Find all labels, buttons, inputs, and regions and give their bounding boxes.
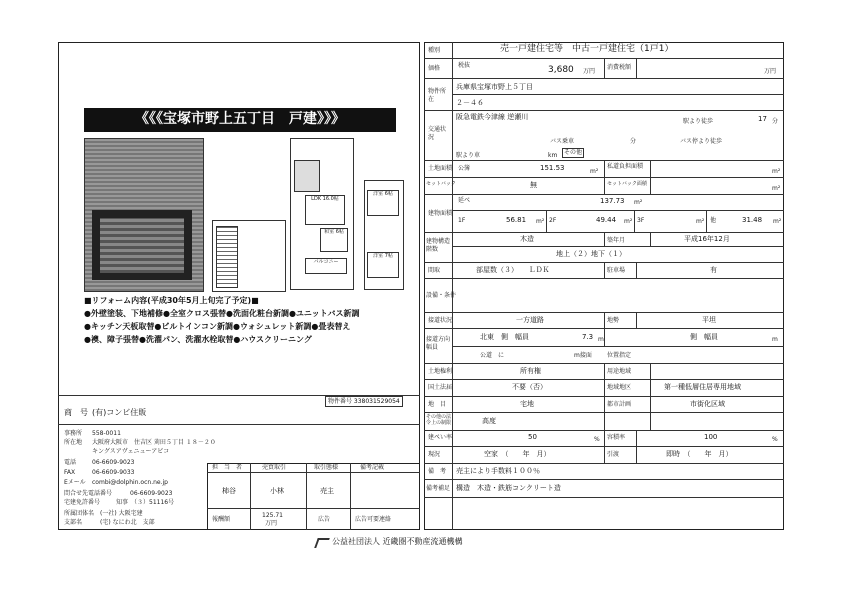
branch-label: 支部名 <box>64 519 83 526</box>
terrain-value: 平坦 <box>702 316 716 324</box>
car-label: 駅より車 <box>456 152 481 159</box>
district-label: 地域地区 <box>607 384 632 391</box>
floor1-area: 56.81 <box>506 216 527 224</box>
fee-value: 125.71 <box>262 512 283 519</box>
bcr-label: 建ぺい率 <box>428 434 453 441</box>
structure-label: 建物構造階数 <box>426 238 451 253</box>
terrain-label: 地勢 <box>607 317 620 324</box>
bcr-value: 50 <box>528 433 537 441</box>
road2-direction: 側 幅員 <box>690 333 718 341</box>
bus-walk-label: バス停より徒歩 <box>680 138 723 145</box>
parking-value: 有 <box>710 266 717 274</box>
floor2-unit: m² <box>624 218 633 225</box>
far-value: 100 <box>704 433 718 441</box>
floor3-label: 3F <box>637 217 645 224</box>
contact-label: 問合せ先電話番号 <box>64 490 113 497</box>
road-type: 公道 に <box>480 352 505 359</box>
plan-room-balcony: バルコニー <box>305 258 347 274</box>
setback-value: 無 <box>530 181 537 189</box>
road1-width: 7.3 <box>582 333 594 341</box>
price-value: 3,680 <box>548 65 574 75</box>
staff-header-2: 売買取引 <box>262 464 287 471</box>
road-label: 接道方向幅員 <box>426 336 451 351</box>
floors-value: 地上（２）地下（１） <box>556 250 626 258</box>
road1-direction: 北東 側 幅員 <box>480 333 529 341</box>
walk-value: 17 <box>758 115 767 123</box>
floor1-unit: m² <box>536 218 545 225</box>
remark-label: 備 考 <box>428 468 447 475</box>
land-area: 151.53 <box>540 164 565 172</box>
bus-ride-unit: 分 <box>630 138 637 145</box>
footer-org: 公益社団法人 近畿圏不動産流通機構 <box>332 537 463 546</box>
road1-unit: m <box>598 336 604 343</box>
contact-value: 06-6609-9023 <box>130 490 173 497</box>
status-value: 空家 （ 年 月） <box>484 450 551 458</box>
walk-unit: 分 <box>772 118 779 125</box>
reform-note-2: ●外壁塗装、下地補修●全室クロス張替●洗面化粧台新調●ユニットバス新調 <box>84 309 360 318</box>
license-value: 558-0011 <box>92 430 121 437</box>
branch-value: (宅) なにわ北 支部 <box>100 519 155 526</box>
remark-value: 売主により手数料１００％ <box>456 467 540 475</box>
builder-value: 知事 （３）51116号 <box>116 499 175 506</box>
price-label: 価格 <box>428 65 441 72</box>
layout-label: 間取 <box>428 267 441 274</box>
plan-room-washitsu: 和室 6帖 <box>320 228 348 252</box>
location-line-2: ２－４６ <box>456 99 484 107</box>
plan-room-1: 洋室 6帖 <box>367 190 399 216</box>
property-number: 物件番号 338031529054 <box>325 396 403 407</box>
plan-room-2: 洋室 7帖 <box>367 252 399 278</box>
garage-door <box>100 218 184 273</box>
structure-value: 木造 <box>520 235 534 243</box>
road-contact: m接面 <box>574 352 592 359</box>
assoc-label: 所属団体名 <box>64 510 95 517</box>
tax-label: 消費税額 <box>607 64 632 71</box>
address-line-1: 大阪府大阪市 住吉区 苅田５丁目 １８－２０ <box>92 439 216 446</box>
usage-label: 用途地域 <box>607 368 632 375</box>
address-label: 所在地 <box>64 439 83 446</box>
car-km: km <box>548 152 558 159</box>
national-label: 国土法届 <box>428 384 453 391</box>
city-plan-value: 市街化区域 <box>690 400 725 408</box>
land-cat-value: 宅地 <box>520 400 534 408</box>
other-access: その他 <box>564 149 583 156</box>
setback-label: セットバック <box>426 181 456 187</box>
position-label: 位置指定 <box>607 352 632 359</box>
type-value: 売一戸建住宅等 中古一戸建住宅（1戸1） <box>500 44 674 54</box>
bus-ride-label: バス乗車 <box>550 138 575 145</box>
floor3-unit: m² <box>696 218 705 225</box>
plan-room-stair <box>216 226 238 288</box>
company-name-label: 商 号 <box>64 408 88 417</box>
fax-label: FAX <box>64 469 76 476</box>
fax-value: 06-6609-9033 <box>92 469 135 476</box>
walk-label: 駅より徒歩 <box>683 118 714 125</box>
fee-unit: 万円 <box>265 520 278 527</box>
access-label: 接道状況 <box>428 317 453 324</box>
company-name: (有)コンビ住販 <box>92 408 147 417</box>
city-plan-label: 都市計画 <box>607 401 632 408</box>
staff-header-4: 備考記載 <box>360 464 385 471</box>
license-label: 事務所 <box>64 430 83 437</box>
location-line-1: 兵庫県宝塚市野上５丁目 <box>456 83 533 91</box>
setback-area-label: セットバック面積 <box>607 181 647 187</box>
builder-label: 宅建免許番号 <box>64 499 101 506</box>
handover-label: 引渡 <box>607 451 620 458</box>
banner-title: 《《《宝塚市野上五丁目 戸建》》》 <box>84 108 396 132</box>
total-area: 137.73 <box>600 197 625 205</box>
floor2-area: 49.44 <box>596 216 617 224</box>
type-label: 種別 <box>428 47 441 54</box>
footer-logo-icon <box>314 538 330 548</box>
setback-area-unit: m² <box>772 185 781 192</box>
building-label: 建物面積 <box>428 210 453 217</box>
layout-value: 部屋数（３） ＬＤＫ <box>476 266 550 274</box>
bcr-unit: % <box>594 436 600 443</box>
floor2-label: 2F <box>549 217 557 224</box>
traffic-line: 阪急電鉄今津線 逆瀬川 <box>456 113 529 121</box>
access-value: 一方道路 <box>516 316 544 324</box>
ad-label: 広告 <box>318 516 331 523</box>
price-sub: 税抜 <box>458 62 471 69</box>
other-limit-value: 高度 <box>482 417 496 425</box>
built-value: 平成16年12月 <box>684 235 730 243</box>
far-label: 容積率 <box>607 434 626 441</box>
status-label: 現況 <box>428 451 441 458</box>
traffic-label: 交通状況 <box>428 126 447 141</box>
land-right-label: 土地権利 <box>428 368 453 375</box>
email-label: Eメール <box>64 479 86 486</box>
staff-value-1: 柿谷 <box>222 487 236 495</box>
price-unit: 万円 <box>583 68 596 75</box>
total-unit: m² <box>634 199 643 206</box>
private-road-unit: m² <box>772 168 781 175</box>
handover-value: 即時 （ 年 月） <box>666 450 733 458</box>
far-unit: % <box>772 436 778 443</box>
parking-label: 駐車場 <box>607 267 626 274</box>
staff-value-3: 売主 <box>320 487 334 495</box>
location-label: 物件所在 <box>428 88 447 103</box>
staff-header-1: 担 当 者 <box>212 464 243 471</box>
address-line-2: キングスアヴェニューアビコ <box>92 448 170 455</box>
other-area-unit: m² <box>773 218 782 225</box>
tax-unit: 万円 <box>764 68 777 75</box>
extra-label: 備考補足 <box>426 485 451 492</box>
fee-label: 報酬額 <box>212 516 231 523</box>
ad-value: 広告可要連絡 <box>355 516 392 523</box>
reform-note-4: ●襖、障子張替●洗濯パン、洗濯水栓取替●ハウスクリーニング <box>84 335 312 344</box>
floor1-label: 1F <box>458 217 466 224</box>
built-label: 築年月 <box>607 237 626 244</box>
total-label: 延べ <box>458 197 471 204</box>
tel-value: 06-6609-9023 <box>92 459 135 466</box>
road2-unit: m <box>772 336 778 343</box>
land-unit: m² <box>590 168 599 175</box>
usage-value: 第一種低層住居専用地域 <box>664 383 741 391</box>
extra-value: 構造 木造・鉄筋コンクリート造 <box>456 484 561 492</box>
facility-label: 設備・条件 <box>426 292 457 299</box>
staff-value-2: 小林 <box>270 487 284 495</box>
private-road-label: 私道負担面積 <box>607 163 644 170</box>
other-limit-label: その他の法令上の制限 <box>426 414 452 426</box>
email-value[interactable]: combi@dolphin.ocn.ne.jp <box>92 479 168 486</box>
staff-header-3: 取引態様 <box>314 464 339 471</box>
other-area-label: 他 <box>710 217 717 224</box>
national-value: 不要（否） <box>512 383 547 391</box>
assoc-value: (一社) 大阪宅建 <box>100 510 143 517</box>
land-type: 公簿 <box>458 165 471 172</box>
other-area: 31.48 <box>742 216 763 224</box>
tel-label: 電話 <box>64 459 77 466</box>
land-right-value: 所有権 <box>520 367 541 375</box>
plan-room-kitchen <box>294 160 320 192</box>
reform-note-3: ●キッチン天板取替●ビルトインコン新調●ウォシュレット新調●畳表替え <box>84 322 351 331</box>
reform-note-1: ■リフォーム内容(平成30年5月上旬完了予定)■ <box>84 296 259 305</box>
land-cat-label: 地 目 <box>428 401 447 408</box>
land-label: 土地面積 <box>428 165 453 172</box>
plan-room-ldk: LDK 16.0帖 <box>305 195 345 225</box>
